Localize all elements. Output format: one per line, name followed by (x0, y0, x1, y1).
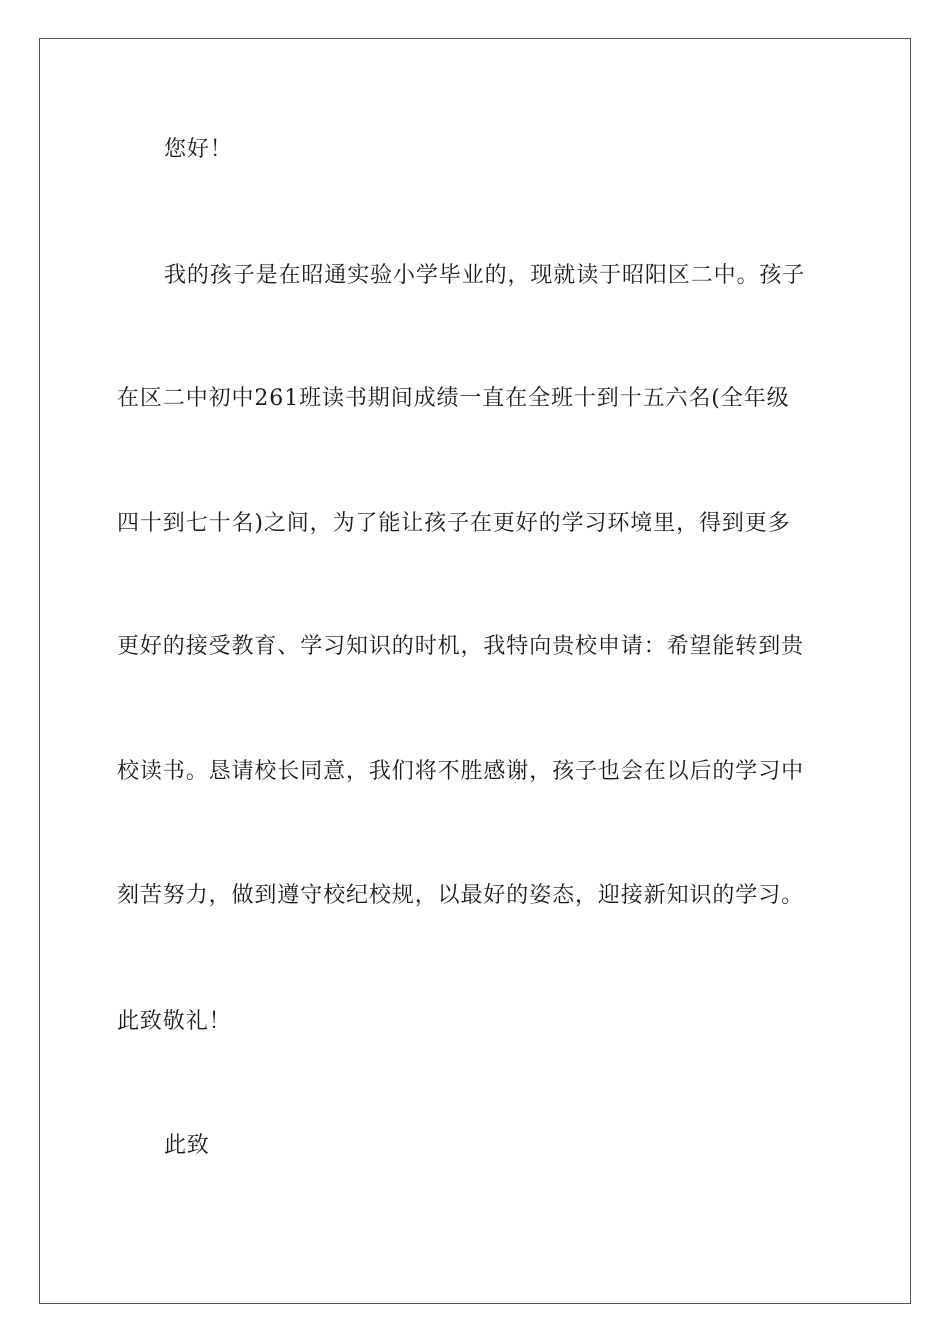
body-line-2: 在区二中初中261班读书期间成绩一直在全班十到十五六名(全年级 (117, 386, 790, 411)
greeting: 您好！ (164, 137, 233, 162)
body-line-3: 四十到七十名)之间，为了能让孩子在更好的学习环境里，得到更多 (117, 511, 791, 536)
body-line-5: 校读书。恳请校长同意，我们将不胜感谢，孩子也会在以后的学习中 (117, 759, 805, 784)
body-line-1: 我的孩子是在昭通实验小学毕业的，现就读于昭阳区二中。孩子 (164, 263, 806, 288)
body-line-4: 更好的接受教育、学习知识的时机，我特向贵校申请：希望能转到贵 (117, 634, 805, 659)
body-line-6: 刻苦努力，做到遵守校纪校规，以最好的姿态，迎接新知识的学习。 (117, 883, 805, 908)
closing: 此致 (164, 1133, 210, 1158)
page-border (39, 38, 911, 1304)
salutation: 此致敬礼！ (117, 1009, 232, 1034)
